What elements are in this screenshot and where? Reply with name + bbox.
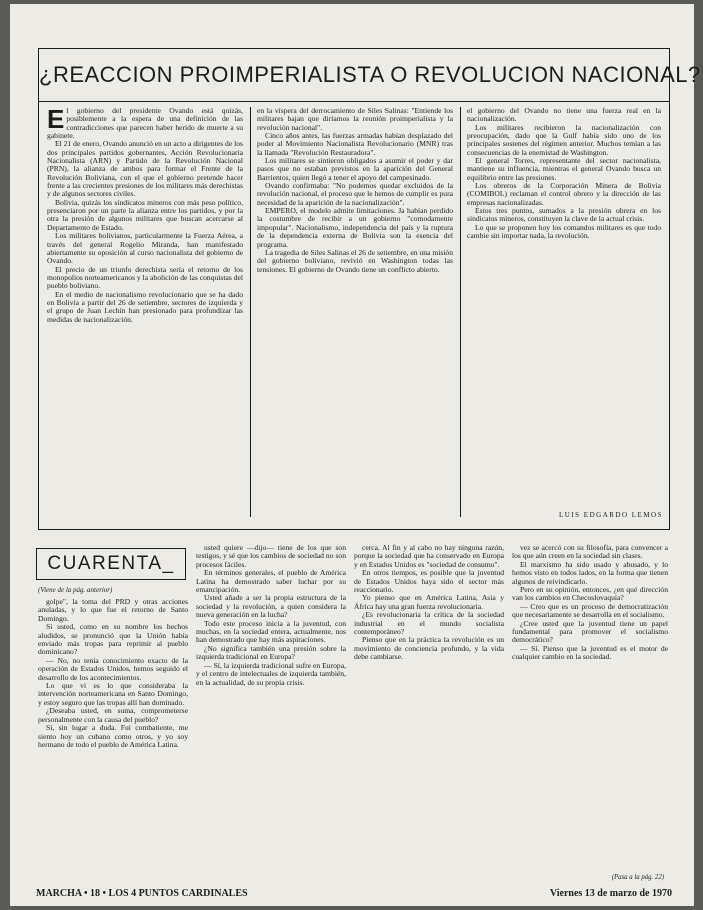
paragraph: EMPERO, el modelo admite limitaciones. Ja habían perdido la costumbre de recibir a un gobierno "comodamente impopular". Nacionalismo, independencia del país y la ruptura de la dependencia externa de Bolivia son la esencia del programa. <box>257 206 453 249</box>
paragraph: Yo pienso que en América Latina, Asia y África hay una gran fuerza revolucionaria. <box>354 593 504 611</box>
paragraph: Los militares recibieron la nacionalización con preocupación, dado que la Gulf había sido uno de los principales sostenes del régimen anterior. Muchos temían a las consecuencias de la enemistad de Washington. <box>467 122 661 157</box>
paragraph: usted quiere —dijo— tiene de los que son testigos, y sé que los cambios de sociedad no son procesos fáciles. <box>196 544 346 569</box>
article2-column-3 <box>354 544 504 882</box>
paragraph: En términos generales, el pueblo de América Latina ha demostrado saber luchar por su emancipación. <box>196 568 346 595</box>
paragraph: Todo este proceso inicia a la juventud, con muchas, en la sociedad entera, actualmente, nos han demostrado que hay más aspiraciones. <box>196 618 346 645</box>
footer-date: Viernes 13 de marzo de 1970 <box>549 888 672 899</box>
paragraph: Lo que se proponen hoy los comandos militares es que todo cambie sin importar nada, la revolución. <box>467 222 661 241</box>
headline-reaccion: ¿REACCION PROIMPERIALISTA O REVOLUCION NACIONAL? <box>39 49 669 102</box>
paragraph: Bolivia, quizás los sindicatos mineros con más peso político, presenciaron por un parte la alianza entre los partidos, y por la otra la presión de algunos militares que buscan acercarse al Departamento de Estado. <box>47 197 243 232</box>
byline: LUIS EDGARDO LEMOS <box>559 511 663 519</box>
paragraph: — Sí, la izquierda tradicional sufre en Europa, y el centro de intelectuales de izquierda también, en la actualidad, de su propia crisis. <box>196 660 346 687</box>
paragraph: El gobierno del presidente Ovando está quizás, posiblemente a la espera de una definición de las contradicciones que parecen haber herido de muerte a su gabinete. <box>47 107 243 141</box>
paragraph: Los obreros de la Corporación Minera de Bolivia (COMIBOL) reclaman el control obrero y la dirección de las empresas nacionalizadas. <box>467 181 661 207</box>
paragraph: ¿Es revolucionaria la crítica de la sociedad industrial en el mundo socialista contemporáneo? <box>354 610 504 637</box>
article1-column-3 <box>467 107 661 507</box>
paragraph: ¿Deseaba usted, en suma, comprometerse personalmente con la causa del pueblo? <box>38 706 188 724</box>
paragraph: golpe", la toma del PRD y otras acciones anuladas, y lo que fue el retorno de Santo Domingo. <box>38 598 188 623</box>
article1-column-2 <box>257 107 453 517</box>
paragraph: ¿No significa también una presión sobre la izquierda tradicional en Europa? <box>196 643 346 662</box>
article2-column-4 <box>512 544 668 870</box>
paragraph: Lo que vi es lo que consideraba la intervención norteamericana en Santo Domingo, y estoy seguro que las tropas allí han dominado. <box>38 681 188 707</box>
paragraph: Los militares bolivianos, particularmente la Fuerza Aérea, a través del general Rogelio Miranda, han manifestado abiertamente su oposición al curso nacionalista del gobierno de Ovando. <box>47 231 243 266</box>
paragraph: Cinco años antes, las fuerzas armadas habían desplazado del poder al Movimiento Nacionalista Revolucionario (MNR) tras la llamada "Revolución Restauradora". <box>257 131 453 157</box>
paragraph: Estos tres puntos, sumados a la presión obrera en los sindicatos mineros, constituyen la clave de la actual crisis. <box>467 206 661 224</box>
article1-column-1 <box>47 107 243 517</box>
paragraph: el gobierno del Ovando no tiene una fuerza real en la nacionalización. <box>467 107 661 124</box>
footer-masthead: MARCHA • 18 • LOS 4 PUNTOS CARDINALES <box>36 888 248 899</box>
paragraph: en la víspera del derrocamiento de Siles Salinas: "Entiende los militares bajan que diríamos la reunión proimperialista y la revolución nacional". <box>257 107 453 132</box>
paragraph: La tragedia de Siles Salinas el 26 de setiembre, en una misión del gobierno boliviano, revivió en Washington todas las tensiones. El gobierno de Ovando tiene un conflicto abierto. <box>257 247 453 274</box>
paragraph: El general Torres, representante del sector nacionalista, mantiene su influencia, mientras el general Ovando busca un equilibrio entre las presiones. <box>467 156 661 182</box>
paragraph: Si usted, como en su nombre los hechos aludidos, se pronunció que la Unión había enviado más tropas para reprimir al pueblo dominicano? <box>38 622 188 657</box>
paragraph: En el medio de nacionalismo revolucionario que se ha dado en Bolivia a partir del 26 de setiembre, sectores de izquierda y el grupo de Juan Lechín han presionado para profundizar las medidas de nacionalización. <box>47 289 243 324</box>
paragraph: — Creo que es un proceso de democratización que necesariamente se desarrolla en el socialismo. <box>512 601 668 620</box>
paragraph: Sí, sin lugar a duda. Fui combatiente, me siento hoy un cubano como otros, y yo soy hermano de todo el pueblo de América Latina. <box>38 723 188 749</box>
paragraph: Pero en su opinión, entonces, ¿en qué dirección van los cambios en Checoslovaquia? <box>512 585 668 603</box>
article2-column-2 <box>196 544 346 882</box>
newspaper-page <box>10 4 701 906</box>
continued-note: (Viene de la pág. anterior) <box>38 586 113 594</box>
paragraph: El precio de un triunfo derechista sería el retorno de los monopolios norteamericanos y la abolición de las conquistas del pueblo boliviano. <box>47 264 243 291</box>
article-frame-reaccion <box>38 48 701 530</box>
continuation-note: (Pasa a la pág. 22) <box>611 874 664 881</box>
paragraph: El marxismo ha sido usado y abusado, y lo hemos visto en todos lados, en la forma que tienen algunos de reivindicarlo. <box>512 559 668 586</box>
paragraph: Pienso que en la práctica la revolución es un movimiento de conciencia profundo, y la vida debe cambiarse. <box>354 635 504 662</box>
paragraph: cerca. Al fin y al cabo no hay ninguna razón, porque la sociedad que ha conservado en Europa y en Estados Unidos es "sociedad de consumo". <box>354 544 504 569</box>
paragraph: Usted añade a ser la propia estructura de la sociedad y la revolución, a quien considera la nueva generación en la lucha? <box>196 593 346 620</box>
section-logo-cuarenta: CUARENTA_ <box>36 548 186 580</box>
paragraph: — Sí. Pienso que la juventud es el motor de cualquier cambio en la sociedad. <box>512 643 668 662</box>
paragraph: Los militares se sintieron obligados a asumir el poder y dar pasos que no estaban previstos en la aparición del General Barrientos, quien llegó a tener el apoyo del campesinado. <box>257 156 453 182</box>
article2-column-1 <box>38 598 188 882</box>
paragraph: El 21 de enero, Ovando anunció en un acto a dirigentes de los dos principales partidos gobernantes, Acción Revolucionaria Nacionalista (ARN) y Partido de la Revolución Nacional (PRN), la alianza de ambos para formar el Frente de la Revolución Boliviana, con el que el gobierno pretende hacer frente a las crecientes presiones de los militares más derechistas y de algunos sectores civiles. <box>47 139 243 199</box>
page-footer <box>36 888 672 900</box>
paragraph: En otros tiempos, es posible que la juventud de Estados Unidos haya sido el sector más reaccionario. <box>354 568 504 595</box>
paragraph: Ovando confirmaba: "No podemos quedar excluidos de la revolución nacional, el proceso que le hemos de cumplir es pura necesidad de la aparición de la nacionalización". <box>257 181 453 207</box>
paragraph: — No, no tenía conocimiento exacto de la operación de Estados Unidos, hemos seguido el desarrollo de los acontecimientos. <box>38 655 188 682</box>
drop-cap: E <box>47 107 65 134</box>
paragraph: ¿Cree usted que la juventud tiene un papel fundamental para promover el socialismo democrático? <box>512 618 668 645</box>
paragraph: vez se acercó con su filosofía, para convencer a los que aún creen en la sociedad sin clases. <box>512 544 668 561</box>
